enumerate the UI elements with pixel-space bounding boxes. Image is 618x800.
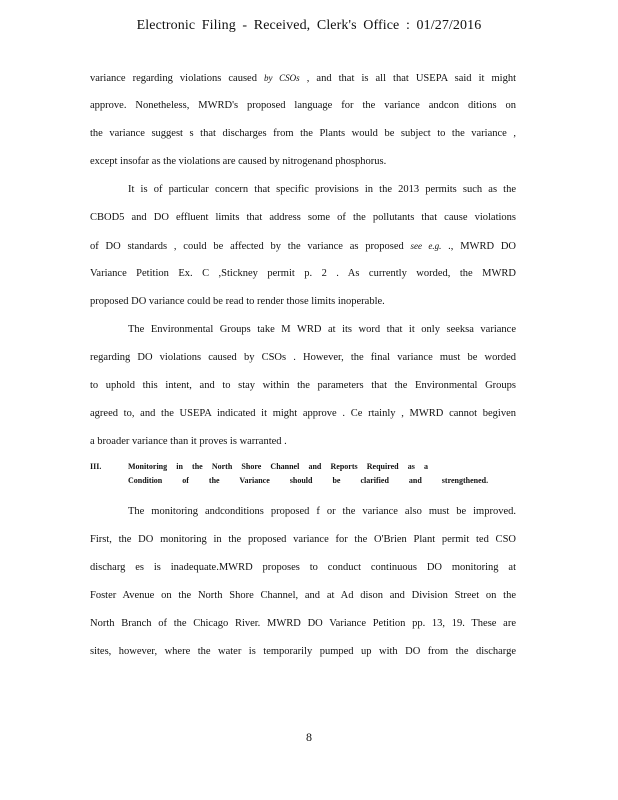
text-segment: of DO standards , could be affected by the variance as proposed: [90, 241, 411, 252]
paragraph-1-line-1: [90, 68, 516, 96]
text-segment: variance regarding violations caused: [90, 73, 264, 84]
paragraph-4-line-2: First, the DO monitoring in the proposed variance for the O'Brien Plant permit ted CSO: [90, 534, 516, 545]
paragraph-2-line-3: [90, 236, 516, 264]
paragraph-3-line-3: to uphold this intent, and to stay within the parameters that the Environmental Groups: [90, 380, 516, 391]
section-number: III.: [90, 462, 102, 471]
paragraph-3-line-1: The Environmental Groups take M WRD at its word that it only seeksa variance: [128, 324, 516, 335]
section-title-line-2: Condition of the Variance should be clarified and strengthened.: [128, 476, 489, 485]
paragraph-2-line-5: proposed DO variance could be read to render those limits inoperable.: [90, 296, 385, 307]
emphasis-text: by CSOs: [264, 73, 300, 83]
filing-stamp-header: Electronic Filing - Received, Clerk's Office : 01/27/2016: [136, 18, 482, 33]
paragraph-2-line-2: CBOD5 and DO effluent limits that address some of the pollutants that cause violations: [90, 212, 516, 223]
page-number: 8: [306, 730, 312, 744]
paragraph-3-line-4: agreed to, and the USEPA indicated it might approve . Ce rtainly , MWRD cannot begiven: [90, 408, 516, 419]
paragraph-1-line-3: the variance suggest s that discharges from the Plants would be subject to the variance ,: [90, 128, 516, 139]
paragraph-4-line-6: sites, however, where the water is temporarily pumped up with DO from the discharge: [90, 646, 516, 657]
paragraph-2-line-4: Variance Petition Ex. C ,Stickney permit p. 2 . As currently worded, the MWRD: [90, 268, 516, 279]
section-title-line-1: Monitoring in the North Shore Channel and Reports Required as a: [128, 462, 428, 471]
paragraph-3-line-2: regarding DO violations caused by CSOs . However, the final variance must be worded: [90, 352, 516, 363]
paragraph-4-line-1: The monitoring andconditions proposed f or the variance also must be improved.: [128, 506, 516, 517]
emphasis-text: see e.g.: [410, 241, 442, 251]
text-segment: , and that is all that USEPA said it might: [299, 73, 516, 84]
paragraph-3-line-5: a broader variance than it proves is warranted .: [90, 436, 287, 447]
section-heading: [90, 460, 516, 502]
text-segment: ., MWRD DO: [441, 241, 516, 252]
paragraph-4-line-3: discharg es is inadequate.MWRD proposes to conduct continuous DO monitoring at: [90, 562, 516, 573]
paragraph-4-line-5: North Branch of the Chicago River. MWRD DO Variance Petition pp. 13, 19. These are: [90, 618, 516, 629]
paragraph-1-line-4: except insofar as the violations are caused by nitrogenand phosphorus.: [90, 156, 387, 167]
paragraph-4-line-4: Foster Avenue on the North Shore Channel, and at Ad dison and Division Street on the: [90, 590, 516, 601]
document-body: [90, 68, 516, 670]
section-title: [128, 460, 489, 488]
paragraph-2-line-1: It is of particular concern that specific provisions in the 2013 permits such as the: [128, 184, 516, 195]
paragraph-1-line-2: approve. Nonetheless, MWRD's proposed language for the variance andcon ditions on: [90, 100, 516, 111]
